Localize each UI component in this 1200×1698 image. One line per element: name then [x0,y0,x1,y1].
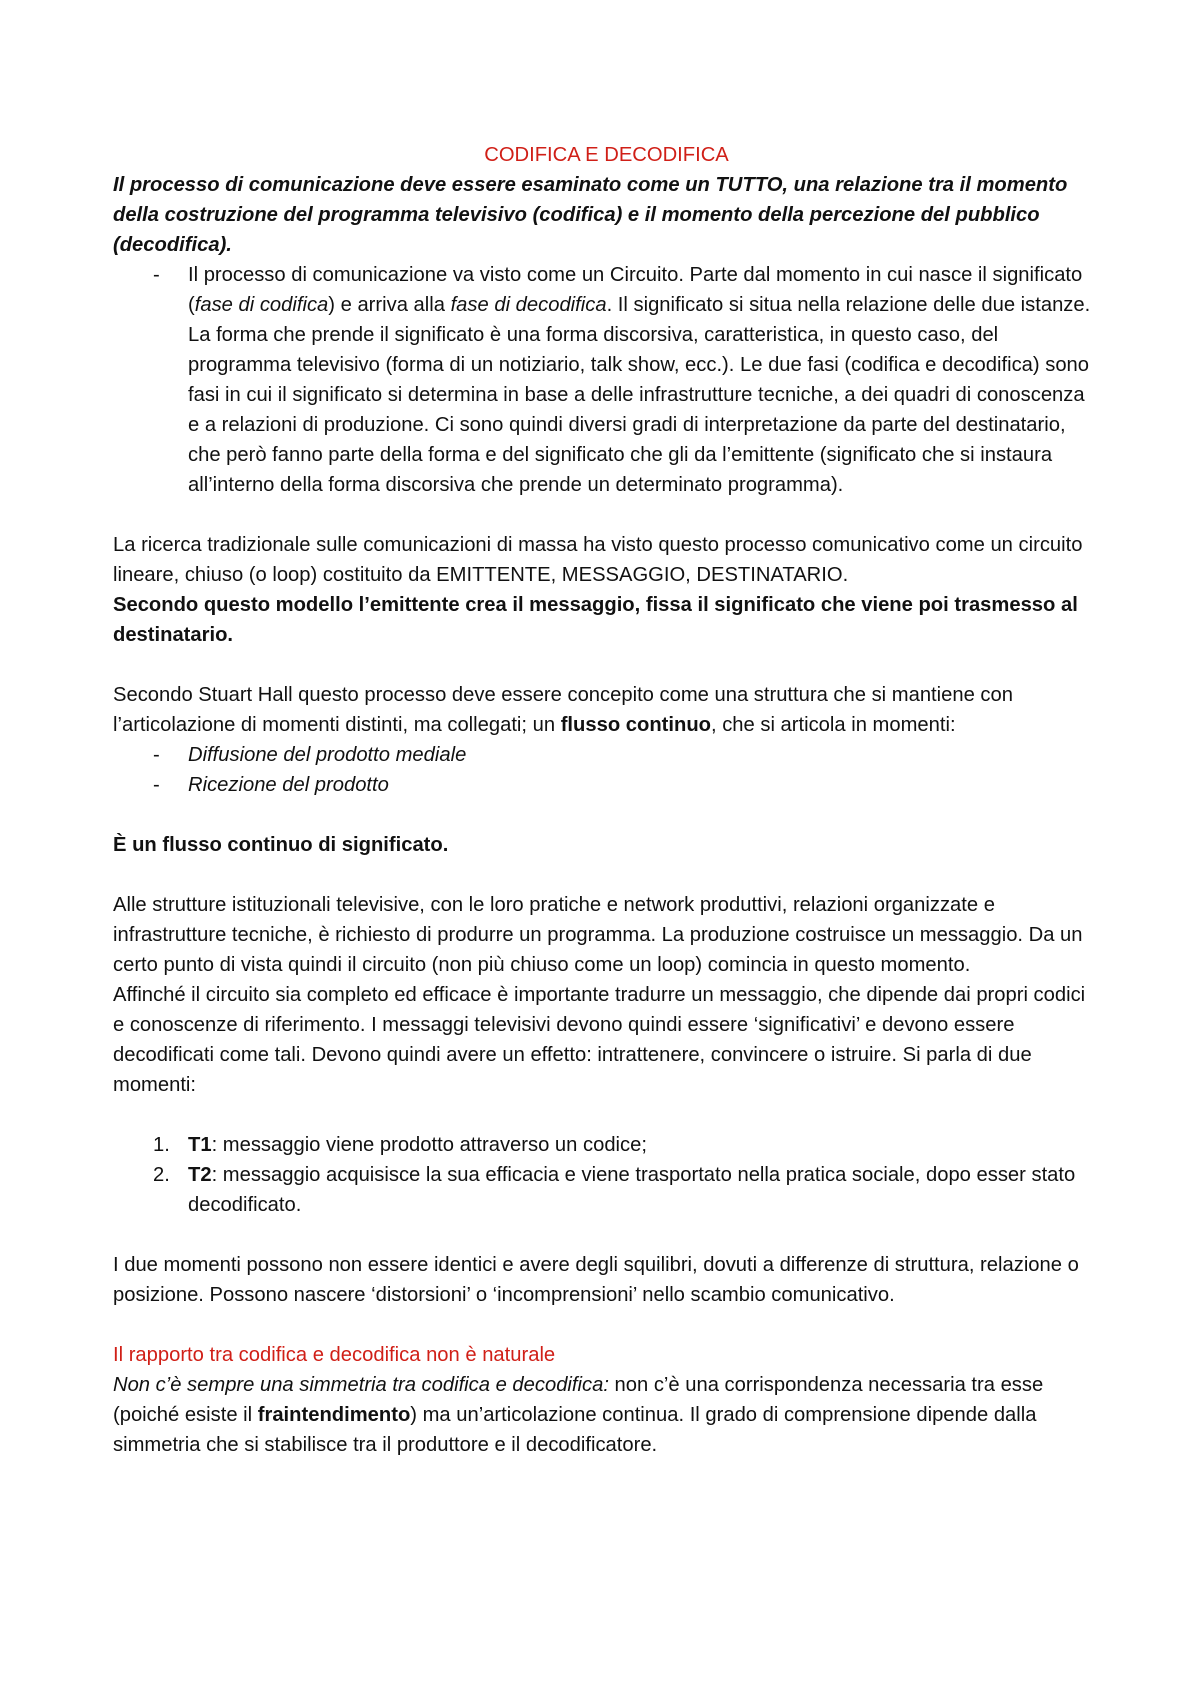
dash-marker: - [153,744,160,766]
structures-paragraph: Alle strutture istituzionali televisive, con le loro pratiche e network produttivi, relazioni organizzate e infrastrutture tecniche, è richiesto di produrre un programma. La produzione costruisce un messaggio. Da un certo punto di vista quindi il circuito (non più chiuso come un loop) comincia in questo momento. [113,894,1083,976]
not-natural-paragraph [113,1370,1100,1460]
hall-bold: flusso continuo [560,714,711,736]
document-title: CODIFICA E DECODIFICA [484,144,729,166]
effective-paragraph: Affinché il circuito sia completo ed efficace è importante tradurre un messaggio, che dipende dai propri codici e conoscenze di riferimento. I messaggi televisivi devono quindi essere ‘significativi’ e devono essere decodificati come tali. Devono quindi avere un effetto: intrattenere, convincere o istruire. Si parla di due momenti: [113,984,1086,1096]
list-number: 1. [153,1134,170,1156]
moment-label: T1 [188,1134,212,1156]
intro-paragraph: Il processo di comunicazione deve essere esaminato come un TUTTO, una relazione tra il momento della costruzione del programma televisivo (codifica) e il momento della percezione del pubblico (decodifica). [113,174,1068,256]
moment-text: : messaggio viene prodotto attraverso un codice; [211,1134,647,1156]
dash-marker: - [153,774,160,796]
moments-list [113,1130,1100,1220]
list-item [113,770,1100,800]
hall-item-1: Diffusione del prodotto mediale [188,744,467,766]
moment-text: : messaggio acquisisce la sua efficacia e viene trasportato nella pratica sociale, dopo esser stato decodificato. [188,1164,1076,1216]
phase-encoding-italic: fase di codifica [194,294,329,316]
moment-label: T2 [188,1164,212,1186]
phase-decoding-italic: fase di decodifica [450,294,607,316]
hall-paragraph [113,680,1100,740]
not-natural-text-1: non c’è una corrispondenza necessaria tra esse (poiché esiste il [113,1374,1044,1426]
traditional-paragraph [113,530,1100,650]
hall-text-2: , che si articola in momenti: [710,714,956,736]
hall-text-1: Secondo Stuart Hall questo processo deve essere concepito come una struttura che si mantiene con l’articolazione di momenti distinti, ma collegati; un [113,684,1013,736]
imbalance-paragraph: I due momenti possono non essere identici e avere degli squilibri, dovuti a differenze di struttura, relazione o posizione. Possono nascere ‘distorsioni’ o ‘incomprensioni’ nello scambio comunicativo. [113,1254,1079,1306]
list-item [113,1160,1100,1220]
not-natural-text-2: ) ma un’articolazione continua. Il grado di comprensione dipende dalla simmetria che si stabilisce tra il produttore e il decodificatore. [113,1404,1037,1456]
traditional-text: La ricerca tradizionale sulle comunicazioni di massa ha visto questo processo comunicativo come un circuito lineare, chiuso (o loop) costituito da EMITTENTE, MESSAGGIO, DESTINATARIO. [113,534,1083,586]
dash-marker: - [153,264,160,286]
section-heading: Il rapporto tra codifica e decodifica non è naturale [113,1344,556,1366]
not-natural-bold: fraintendimento [257,1404,411,1426]
flow-statement: È un flusso continuo di significato. [113,834,449,856]
circuit-text-2: ) e arriva alla [328,294,451,316]
circuit-text-3: . Il significato si situa nella relazione delle due istanze. La forma che prende il significato è una forma discorsiva, caratteristica, in questo caso, del programma televisivo (forma di un notiziario, talk show, ecc.). Le due fasi (codifica e decodifica) sono fasi in cui il significato si determina in base a delle infrastrutture tecniche, a dei quadri di conoscenza e a relazioni di produzione. Ci sono quindi diversi gradi di interpretazione da parte del destinatario, che però fanno parte della forma e del significato che gli da l’emittente (significato che si instaura all’interno della forma discorsiva che prende un determinato programma). [188,294,1091,496]
traditional-bold: Secondo questo modello l’emittente crea il messaggio, fissa il significato che viene poi trasmesso al destinatario. [113,594,1078,646]
list-item [113,1130,1100,1160]
list-item [113,740,1100,770]
list-number: 2. [153,1164,170,1186]
not-natural-italic: Non c’è sempre una simmetria tra codifica e decodifica: [113,1374,609,1396]
circuit-list [113,260,1100,500]
hall-moments-list [113,740,1100,800]
list-item [113,260,1100,500]
circuit-text-1: Il processo di comunicazione va visto come un Circuito. Parte dal momento in cui nasce il significato ( [188,264,1083,316]
hall-item-2: Ricezione del prodotto [188,774,389,796]
